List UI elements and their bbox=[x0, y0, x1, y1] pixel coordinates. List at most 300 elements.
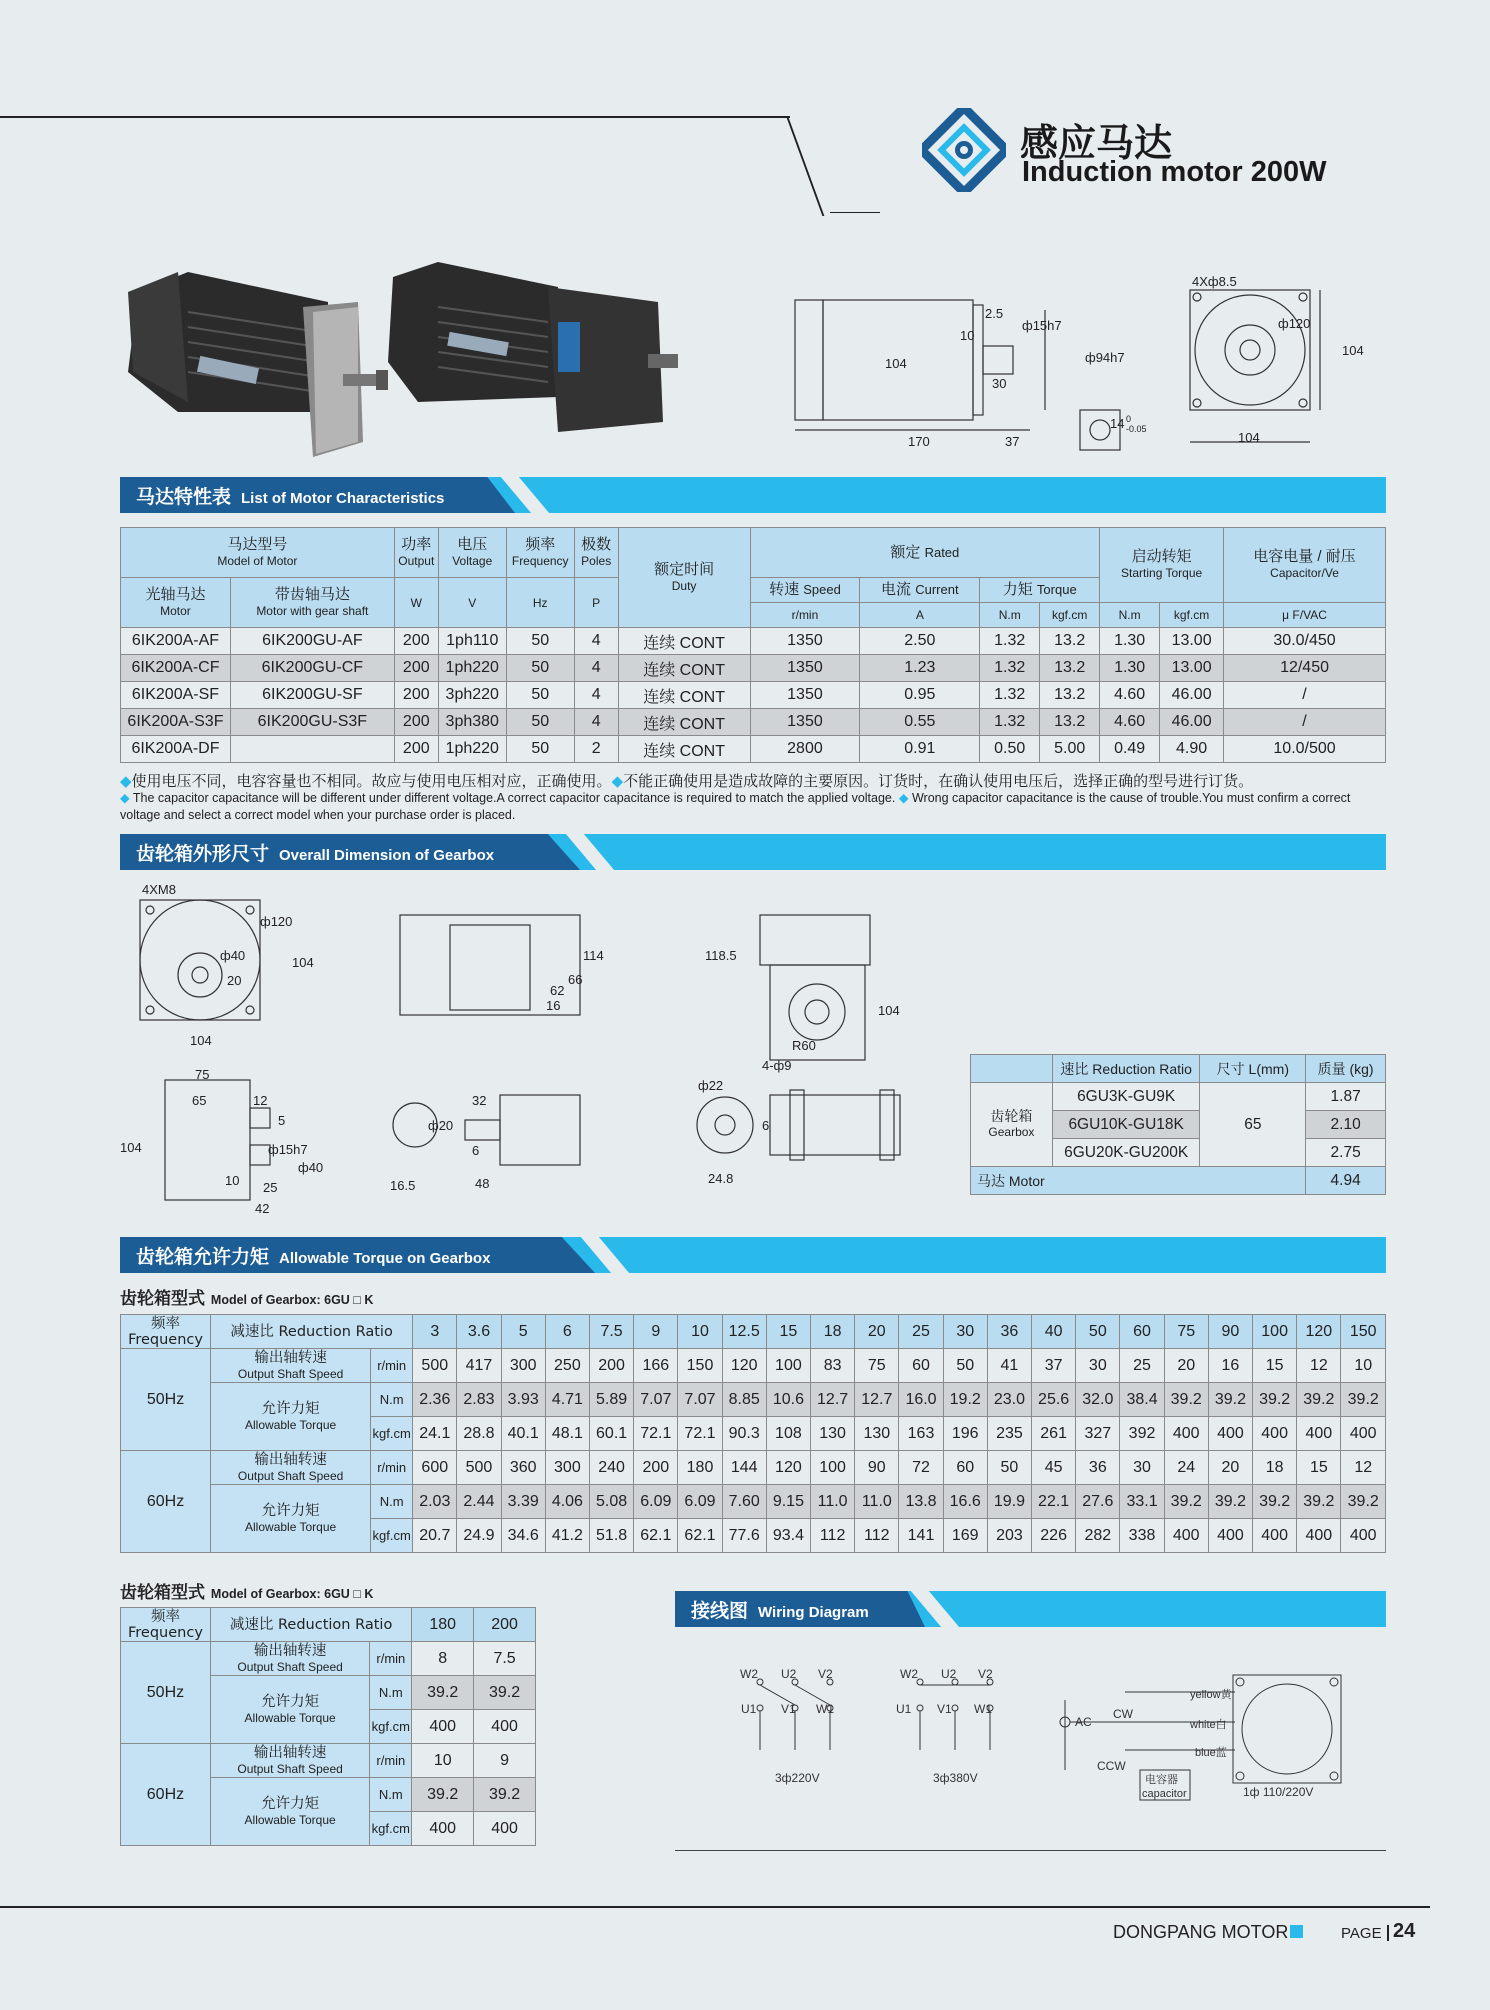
wire-label: blue蓝 bbox=[1195, 1747, 1227, 1759]
table-cell: 15 bbox=[1253, 1349, 1297, 1383]
table-cell: 50 bbox=[1076, 1315, 1120, 1349]
dim-label: 65 bbox=[192, 1093, 207, 1108]
page-divider bbox=[1387, 1925, 1389, 1941]
table-cell: 400 bbox=[1341, 1519, 1386, 1553]
dim-label: R60 bbox=[792, 1038, 816, 1053]
dim-label: 104 bbox=[885, 356, 907, 371]
table-cell: 39.2 bbox=[412, 1676, 474, 1710]
terminal-label: V2 bbox=[978, 1667, 993, 1681]
table-cell: 90 bbox=[855, 1451, 899, 1485]
table-cell: 3ph380 bbox=[438, 709, 506, 736]
table-cell: 1ph220 bbox=[438, 736, 506, 763]
table-cell: 24 bbox=[1164, 1451, 1208, 1485]
terminal-label: V1 bbox=[937, 1702, 952, 1716]
voltage-label: 3ф220V bbox=[775, 1771, 820, 1785]
wiring-bottom-rule bbox=[675, 1850, 1386, 1851]
table-cell: 3ph220 bbox=[438, 682, 506, 709]
table-cell: 300 bbox=[501, 1349, 545, 1383]
footer-rule bbox=[0, 1906, 1430, 1908]
table-cell: 0.91 bbox=[860, 736, 980, 763]
table-cell: 4.06 bbox=[545, 1485, 589, 1519]
dim-label: 12 bbox=[253, 1093, 268, 1108]
table-cell: 2 bbox=[574, 736, 618, 763]
table-cell: 60.1 bbox=[589, 1417, 633, 1451]
table-cell: 13.2 bbox=[1040, 709, 1100, 736]
table-cell: 400 bbox=[1253, 1519, 1297, 1553]
allowable-torque-table bbox=[120, 1314, 1386, 1553]
page-label: PAGE bbox=[1341, 1925, 1382, 1942]
table-row bbox=[121, 1744, 536, 1778]
terminal-label: W2 bbox=[900, 1667, 918, 1681]
table-cell: 500 bbox=[413, 1349, 457, 1383]
table-cell: 2.50 bbox=[860, 628, 980, 655]
dim-label: ф15h7 bbox=[268, 1142, 308, 1157]
table-row bbox=[121, 682, 1386, 709]
dim-label: 104 bbox=[1342, 343, 1364, 358]
table-cell: 4.90 bbox=[1160, 736, 1224, 763]
table-cell: 0.95 bbox=[860, 682, 980, 709]
table-cell: r/min bbox=[371, 1349, 413, 1383]
table-cell: 235 bbox=[987, 1417, 1031, 1451]
table-cell: 39.2 bbox=[1297, 1485, 1341, 1519]
dim-label: 30 bbox=[992, 376, 1007, 391]
table-cell: 19.9 bbox=[987, 1485, 1031, 1519]
table-cell: 4.71 bbox=[545, 1383, 589, 1417]
table-cell: 200 bbox=[394, 682, 438, 709]
dim-label: ф94h7 bbox=[1085, 350, 1125, 365]
table-cell: 10 bbox=[412, 1744, 474, 1778]
dim-label: 104 bbox=[120, 1140, 142, 1155]
table-cell: 120 bbox=[1297, 1315, 1341, 1349]
table-cell: 连续 CONT bbox=[618, 736, 750, 763]
table-cell: 400 bbox=[1164, 1519, 1208, 1553]
table-cell: r/min bbox=[370, 1642, 412, 1676]
table-cell: 5.08 bbox=[589, 1485, 633, 1519]
table-cell: 5.89 bbox=[589, 1383, 633, 1417]
page-title-cn: 感应马达 bbox=[1020, 121, 1173, 165]
table-cell: 100 bbox=[766, 1349, 810, 1383]
table-cell: 2.44 bbox=[457, 1485, 501, 1519]
table-cell: 180 bbox=[678, 1451, 722, 1485]
table-cell: 50 bbox=[506, 709, 574, 736]
table-cell: 417 bbox=[457, 1349, 501, 1383]
table-cell: 200 bbox=[394, 709, 438, 736]
dim-label: 4Xф8.5 bbox=[1192, 274, 1237, 289]
header-rule-diagonal bbox=[786, 116, 824, 216]
motor-photo bbox=[118, 262, 678, 472]
table-cell: 600 bbox=[413, 1451, 457, 1485]
terminal-label: U2 bbox=[781, 1667, 797, 1681]
table-cell: 60Hz bbox=[121, 1451, 211, 1553]
table-cell: 75 bbox=[1164, 1315, 1208, 1349]
table-cell: 4.60 bbox=[1100, 709, 1160, 736]
header-rule-end bbox=[830, 212, 880, 213]
table-cell: 6IK200A-DF bbox=[121, 736, 231, 763]
table-cell: 6.09 bbox=[678, 1485, 722, 1519]
table-cell: 200 bbox=[394, 655, 438, 682]
dim-label: 32 bbox=[472, 1093, 487, 1108]
table-cell: 25 bbox=[1120, 1349, 1164, 1383]
footer-brand: DONGPANG MOTOR bbox=[1113, 1922, 1289, 1942]
allowable-torque-table-2 bbox=[120, 1607, 536, 1846]
table-cell: 250 bbox=[545, 1349, 589, 1383]
terminal-label: V2 bbox=[818, 1667, 833, 1681]
terminal-label: W2 bbox=[740, 1667, 758, 1681]
table-cell: 30 bbox=[1120, 1451, 1164, 1485]
table-cell: 7.5 bbox=[474, 1642, 536, 1676]
table-cell: 30 bbox=[943, 1315, 987, 1349]
table-cell: 50 bbox=[987, 1451, 1031, 1485]
table-cell: 1.30 bbox=[1100, 655, 1160, 682]
table-cell: 3.6 bbox=[457, 1315, 501, 1349]
table-cell: 6 bbox=[545, 1315, 589, 1349]
dim-label: 104 bbox=[292, 955, 314, 970]
table-cell: 50Hz bbox=[121, 1349, 211, 1451]
table-cell: 62.1 bbox=[678, 1519, 722, 1553]
table-cell: 1.32 bbox=[980, 682, 1040, 709]
terminal-label: W1 bbox=[974, 1702, 992, 1716]
table-cell: 130 bbox=[855, 1417, 899, 1451]
dim-label: 25 bbox=[263, 1180, 278, 1195]
table-cell: 400 bbox=[474, 1812, 536, 1846]
section-band-wiring bbox=[675, 1591, 1386, 1627]
table-cell: 连续 CONT bbox=[618, 628, 750, 655]
table-cell: 150 bbox=[678, 1349, 722, 1383]
table-cell: 12.7 bbox=[811, 1383, 855, 1417]
table-cell: 72.1 bbox=[634, 1417, 678, 1451]
table-cell: 400 bbox=[1208, 1519, 1252, 1553]
table-cell: 60Hz bbox=[121, 1744, 211, 1846]
table-cell: 9 bbox=[634, 1315, 678, 1349]
table-cell: 72.1 bbox=[678, 1417, 722, 1451]
page-title-en: Induction motor 200W bbox=[1022, 156, 1327, 188]
table-cell: 20 bbox=[855, 1315, 899, 1349]
dim-label: 16 bbox=[546, 998, 561, 1013]
gearbox-dimension-drawing bbox=[120, 880, 970, 1220]
section-band-motor-characteristics bbox=[120, 477, 1386, 513]
dim-label: 10 bbox=[225, 1173, 240, 1188]
table-cell: 33.1 bbox=[1120, 1485, 1164, 1519]
table-cell: 39.2 bbox=[1164, 1485, 1208, 1519]
table-cell: 6IK200GU-CF bbox=[230, 655, 394, 682]
table-cell: 83 bbox=[811, 1349, 855, 1383]
table-row bbox=[121, 1608, 536, 1642]
table-cell: 11.0 bbox=[811, 1485, 855, 1519]
dim-label: 66 bbox=[568, 972, 583, 987]
table-cell: 90.3 bbox=[722, 1417, 766, 1451]
table-cell: 24.9 bbox=[457, 1519, 501, 1553]
table-cell: 6IK200A-SF bbox=[121, 682, 231, 709]
table-row bbox=[121, 1485, 1386, 1519]
table-cell: 200 bbox=[474, 1608, 536, 1642]
table-cell: 93.4 bbox=[766, 1519, 810, 1553]
table-cell: 39.2 bbox=[1253, 1383, 1297, 1417]
footer-square-icon bbox=[1290, 1925, 1303, 1938]
table-cell: 50 bbox=[943, 1349, 987, 1383]
dim-label: 37 bbox=[1005, 434, 1020, 449]
table-cell: 400 bbox=[412, 1812, 474, 1846]
table-cell: 400 bbox=[412, 1710, 474, 1744]
table-cell: 100 bbox=[1253, 1315, 1297, 1349]
table-cell: 108 bbox=[766, 1417, 810, 1451]
table-cell: 4.60 bbox=[1100, 682, 1160, 709]
dim-label: 104 bbox=[878, 1003, 900, 1018]
table-cell: 连续 CONT bbox=[618, 709, 750, 736]
table-cell: 5 bbox=[501, 1315, 545, 1349]
table-cell: 减速比 Reduction Ratio bbox=[210, 1608, 411, 1642]
table-cell: 23.0 bbox=[987, 1383, 1031, 1417]
terminal-label: V1 bbox=[781, 1702, 796, 1716]
table-cell: 300 bbox=[545, 1451, 589, 1485]
table-cell: 6IK200GU-AF bbox=[230, 628, 394, 655]
dim-label: ф40 bbox=[220, 948, 246, 963]
section-band-gearbox-dimension bbox=[120, 834, 1386, 870]
table-cell: 10 bbox=[678, 1315, 722, 1349]
table-row bbox=[121, 655, 1386, 682]
table-cell: 6IK200A-S3F bbox=[121, 709, 231, 736]
row-label: 允许力矩 Allowable Torque bbox=[210, 1676, 369, 1744]
table-cell: kgf.cm bbox=[371, 1519, 413, 1553]
dim-label: 104 bbox=[190, 1033, 212, 1048]
table-cell: 200 bbox=[589, 1349, 633, 1383]
terminal-label: U1 bbox=[896, 1702, 912, 1716]
table-row bbox=[121, 1315, 1386, 1349]
table-cell: 13.00 bbox=[1160, 628, 1224, 655]
table-cell: 12.5 bbox=[722, 1315, 766, 1349]
table-cell: 34.6 bbox=[501, 1519, 545, 1553]
table-cell: 1350 bbox=[750, 682, 860, 709]
table-cell: 400 bbox=[1341, 1417, 1386, 1451]
table-cell: 13.2 bbox=[1040, 655, 1100, 682]
table-cell: 28.8 bbox=[457, 1417, 501, 1451]
table-cell: 9 bbox=[474, 1744, 536, 1778]
capacitor-label: capacitor bbox=[1142, 1788, 1187, 1800]
terminal-label: W1 bbox=[816, 1702, 834, 1716]
table-cell: 12/450 bbox=[1224, 655, 1386, 682]
table-cell: 0.55 bbox=[860, 709, 980, 736]
dim-label: -0.05 bbox=[1126, 424, 1147, 434]
table-cell: 75 bbox=[855, 1349, 899, 1383]
table-cell: 60 bbox=[1120, 1315, 1164, 1349]
table-cell: 39.2 bbox=[474, 1676, 536, 1710]
table-cell: 400 bbox=[1164, 1417, 1208, 1451]
table-cell: 50Hz bbox=[121, 1642, 211, 1744]
table-cell: 400 bbox=[1253, 1417, 1297, 1451]
table-cell: 32.0 bbox=[1076, 1383, 1120, 1417]
dim-label: 20 bbox=[227, 973, 242, 988]
table-cell: 13.2 bbox=[1040, 628, 1100, 655]
table-cell: 41 bbox=[987, 1349, 1031, 1383]
table-cell: 500 bbox=[457, 1451, 501, 1485]
table-cell: 327 bbox=[1076, 1417, 1120, 1451]
dim-label: 4XM8 bbox=[142, 882, 176, 897]
table-cell: 39.2 bbox=[474, 1778, 536, 1812]
section-title: 齿轮箱外形尺寸 Overall Dimension of Gearbox bbox=[136, 843, 495, 865]
dim-label: 170 bbox=[908, 434, 930, 449]
table-cell: kgf.cm bbox=[371, 1417, 413, 1451]
table-cell: 9.15 bbox=[766, 1485, 810, 1519]
brand-logo-icon bbox=[922, 108, 1006, 192]
table-cell: kgf.cm bbox=[370, 1812, 412, 1846]
dim-label: ф120 bbox=[260, 914, 293, 929]
table-row bbox=[121, 1383, 1386, 1417]
capacitor-label: 电容器 bbox=[1145, 1774, 1178, 1786]
table-cell: 0.50 bbox=[980, 736, 1040, 763]
table-cell: 20 bbox=[1208, 1451, 1252, 1485]
gearbox-mass-table: 速比 Reduction Ratio 尺寸 L(mm) 质量 (kg) 齿轮箱 Gearbox 6GU3K-GU9K 65 1.87 6GU10K-GU18K 2.10 6GU20K-GU200K 2.75 马达 Motor 4.94 bbox=[970, 1054, 1386, 1195]
table-cell: 7.07 bbox=[678, 1383, 722, 1417]
table-cell: 120 bbox=[766, 1451, 810, 1485]
table-cell: 13.8 bbox=[899, 1485, 943, 1519]
table-cell: 400 bbox=[474, 1710, 536, 1744]
table-cell: 46.00 bbox=[1160, 682, 1224, 709]
table-cell: 39.2 bbox=[1164, 1383, 1208, 1417]
wiring-diagram bbox=[675, 1660, 1386, 1860]
table-cell: 12.7 bbox=[855, 1383, 899, 1417]
table-cell: 392 bbox=[1120, 1417, 1164, 1451]
terminal-label: U2 bbox=[941, 1667, 957, 1681]
gearbox-model-label-2: 齿轮箱型式 Model of Gearbox: 6GU □ K bbox=[120, 1583, 374, 1603]
dim-label: 114 bbox=[583, 948, 604, 963]
table-cell: 10 bbox=[1341, 1349, 1386, 1383]
table-cell: 62.1 bbox=[634, 1519, 678, 1553]
table-cell: 169 bbox=[943, 1519, 987, 1553]
table-cell: 连续 CONT bbox=[618, 682, 750, 709]
section-title: 接线图 Wiring Diagram bbox=[691, 1600, 869, 1622]
dim-label: ф40 bbox=[298, 1160, 324, 1175]
table-cell: r/min bbox=[370, 1744, 412, 1778]
dim-label: ф15h7 bbox=[1022, 318, 1062, 333]
table-cell: 60 bbox=[943, 1451, 987, 1485]
table-cell: 112 bbox=[855, 1519, 899, 1553]
dim-label: ф22 bbox=[698, 1078, 724, 1093]
dim-label: 48 bbox=[475, 1176, 490, 1191]
table-cell: r/min bbox=[371, 1451, 413, 1485]
table-cell: 18 bbox=[811, 1315, 855, 1349]
table-cell: 1350 bbox=[750, 655, 860, 682]
table-cell: 频率 Frequency bbox=[121, 1608, 211, 1642]
table-cell: 120 bbox=[722, 1349, 766, 1383]
row-label: 允许力矩 Allowable Torque bbox=[210, 1778, 369, 1846]
table-cell: 19.2 bbox=[943, 1383, 987, 1417]
dim-label: 42 bbox=[255, 1201, 270, 1216]
header-rule bbox=[0, 116, 790, 118]
table-cell: 8.85 bbox=[722, 1383, 766, 1417]
table-cell: N.m bbox=[370, 1778, 412, 1812]
table-cell: 30 bbox=[1076, 1349, 1120, 1383]
dim-label: 14 bbox=[1110, 416, 1125, 431]
section-title: 马达特性表 List of Motor Characteristics bbox=[136, 486, 445, 508]
table-cell: / bbox=[1224, 709, 1386, 736]
table-cell: 200 bbox=[394, 736, 438, 763]
voltage-label: 3ф380V bbox=[933, 1771, 978, 1785]
table-cell bbox=[230, 736, 394, 763]
table-cell: 0.49 bbox=[1100, 736, 1160, 763]
row-label: 输出轴转速 Output Shaft Speed bbox=[210, 1642, 369, 1676]
table-cell: N.m bbox=[371, 1383, 413, 1417]
table-cell: 51.8 bbox=[589, 1519, 633, 1553]
table-cell: 196 bbox=[943, 1417, 987, 1451]
dim-label: 24.8 bbox=[708, 1171, 734, 1186]
dim-label: 118.5 bbox=[705, 948, 737, 963]
table-cell: 6IK200GU-SF bbox=[230, 682, 394, 709]
table-cell: 40.1 bbox=[501, 1417, 545, 1451]
table-cell: 39.2 bbox=[1253, 1485, 1297, 1519]
table-cell: 12 bbox=[1341, 1451, 1386, 1485]
table-cell: 39.2 bbox=[1341, 1383, 1386, 1417]
table-cell: 41.2 bbox=[545, 1519, 589, 1553]
row-label: 允许力矩 Allowable Torque bbox=[211, 1485, 371, 1553]
table-cell: 141 bbox=[899, 1519, 943, 1553]
dim-label: 75 bbox=[195, 1067, 210, 1082]
row-label: 输出轴转速 Output Shaft Speed bbox=[210, 1744, 369, 1778]
table-cell: 1.32 bbox=[980, 709, 1040, 736]
table-cell: 45 bbox=[1032, 1451, 1076, 1485]
table-cell: 77.6 bbox=[722, 1519, 766, 1553]
table-cell: 22.1 bbox=[1032, 1485, 1076, 1519]
table-cell: 20 bbox=[1164, 1349, 1208, 1383]
table-cell: 4 bbox=[574, 655, 618, 682]
table-cell: 36 bbox=[1076, 1451, 1120, 1485]
section-title: 齿轮箱允许力矩 Allowable Torque on Gearbox bbox=[136, 1246, 491, 1268]
table-cell: 连续 CONT bbox=[618, 655, 750, 682]
table-row bbox=[121, 736, 1386, 763]
table-cell: 10.0/500 bbox=[1224, 736, 1386, 763]
table-cell: 4 bbox=[574, 709, 618, 736]
table-cell: 400 bbox=[1297, 1417, 1341, 1451]
page-number: 24 bbox=[1393, 1920, 1416, 1942]
table-cell: 6IK200GU-S3F bbox=[230, 709, 394, 736]
table-cell: 27.6 bbox=[1076, 1485, 1120, 1519]
dim-label: 5 bbox=[278, 1113, 286, 1128]
table-cell: N.m bbox=[370, 1676, 412, 1710]
table-cell: 20.7 bbox=[413, 1519, 457, 1553]
table-cell: 5.00 bbox=[1040, 736, 1100, 763]
table-cell: 3.93 bbox=[501, 1383, 545, 1417]
row-label: 输出轴转速 Output Shaft Speed bbox=[211, 1451, 371, 1485]
table-cell: 16.0 bbox=[899, 1383, 943, 1417]
table-cell: 203 bbox=[987, 1519, 1031, 1553]
table-cell: 7.07 bbox=[634, 1383, 678, 1417]
table-cell: 39.2 bbox=[1341, 1485, 1386, 1519]
table-cell: 50 bbox=[506, 682, 574, 709]
table-cell: 1350 bbox=[750, 709, 860, 736]
wire-label: CCW bbox=[1097, 1759, 1126, 1773]
table-cell: 37 bbox=[1032, 1349, 1076, 1383]
table-cell: 8 bbox=[412, 1642, 474, 1676]
table-cell: 7.5 bbox=[589, 1315, 633, 1349]
table-cell: 1350 bbox=[750, 628, 860, 655]
table-cell: 16 bbox=[1208, 1349, 1252, 1383]
table-cell: 15 bbox=[766, 1315, 810, 1349]
table-cell: N.m bbox=[371, 1485, 413, 1519]
table-cell: 163 bbox=[899, 1417, 943, 1451]
table-cell: 2.36 bbox=[413, 1383, 457, 1417]
table-cell: 频率 Frequency bbox=[121, 1315, 211, 1349]
section-band-allowable-torque bbox=[120, 1237, 1386, 1273]
table-cell: 40 bbox=[1032, 1315, 1076, 1349]
table-cell: 2.03 bbox=[413, 1485, 457, 1519]
table-cell: 1.23 bbox=[860, 655, 980, 682]
terminal-label: U1 bbox=[741, 1702, 757, 1716]
table-cell: 50 bbox=[506, 736, 574, 763]
table-cell: 50 bbox=[506, 655, 574, 682]
row-label: 允许力矩 Allowable Torque bbox=[211, 1383, 371, 1451]
table-cell: 7.60 bbox=[722, 1485, 766, 1519]
table-cell: 1ph110 bbox=[438, 628, 506, 655]
table-cell: 200 bbox=[394, 628, 438, 655]
table-cell: 18 bbox=[1253, 1451, 1297, 1485]
